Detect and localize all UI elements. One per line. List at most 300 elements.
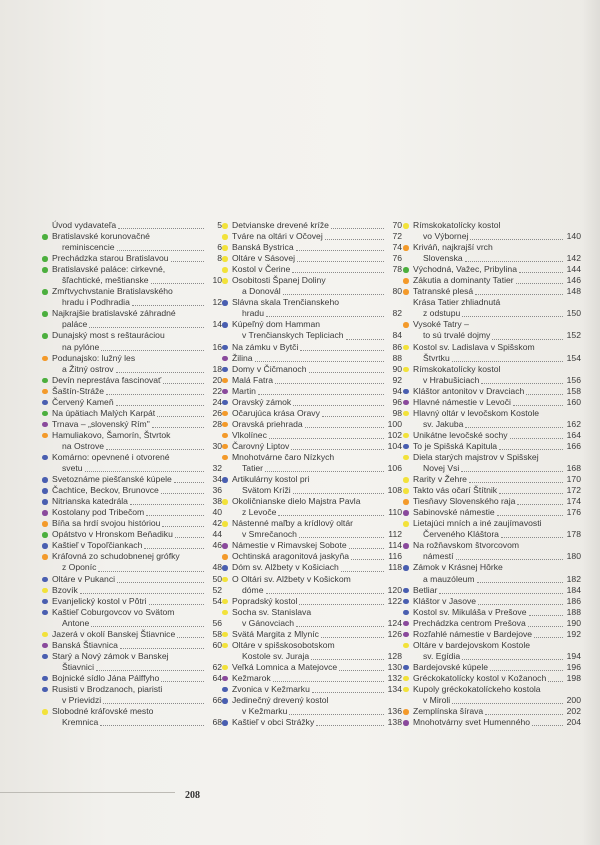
toc-entry-title: dóme xyxy=(242,584,264,595)
dot-leader xyxy=(291,449,384,450)
region-color-dot xyxy=(403,245,409,251)
dot-leader xyxy=(275,383,384,384)
toc-page-number: 52 xyxy=(212,584,222,595)
toc-entry xyxy=(413,618,581,629)
toc-entry xyxy=(232,408,402,419)
region-color-dot xyxy=(222,720,228,726)
toc-entry-title: Oravský zámok xyxy=(232,396,292,407)
toc-entry xyxy=(52,353,222,375)
region-color-dot xyxy=(222,322,228,328)
toc-entry-title: Svätom Kríži xyxy=(242,485,291,496)
dot-leader xyxy=(132,305,204,306)
toc-entry xyxy=(232,717,402,728)
toc-page-number: 130 xyxy=(387,661,402,672)
toc-page-number: 20 xyxy=(212,374,222,385)
region-color-dot xyxy=(42,356,48,362)
region-color-dot xyxy=(42,543,48,549)
toc-entry xyxy=(232,375,402,386)
toc-page-number: 202 xyxy=(566,706,581,717)
toc-page-number: 198 xyxy=(566,672,581,683)
region-color-dot xyxy=(42,588,48,594)
region-color-dot xyxy=(403,488,409,494)
toc-entry-title: reminiscencie xyxy=(62,242,115,253)
toc-entry-title: Bratislavské paláce: cirkevné, xyxy=(52,264,166,275)
toc-entry-title: šľachtické, meštianske xyxy=(62,275,149,286)
dot-leader xyxy=(171,261,204,262)
toc-entry-title: Vysoké Tatry – xyxy=(413,319,469,330)
region-color-dot xyxy=(222,521,228,527)
toc-entry-title: Novej Vsi xyxy=(423,463,460,474)
toc-entry xyxy=(52,529,222,540)
region-color-dot xyxy=(403,643,409,649)
toc-entry xyxy=(413,629,581,640)
toc-entry-title: Popradský kostol xyxy=(232,595,298,606)
region-color-dot xyxy=(403,588,409,594)
toc-entry-title: námestí xyxy=(423,551,454,562)
toc-entry-title: a Donovál xyxy=(242,286,281,297)
toc-entry xyxy=(232,231,402,242)
dot-leader xyxy=(311,659,384,660)
toc-entry-title: Kriváň, najkrajší vrch xyxy=(413,242,493,253)
dot-leader xyxy=(312,692,384,693)
toc-entry-title: z odstupu xyxy=(423,308,461,319)
dot-leader xyxy=(266,316,384,317)
toc-entry xyxy=(52,551,222,573)
toc-entry xyxy=(52,673,222,684)
toc-entry-title: Krása Tatier zhliadnutá xyxy=(413,297,501,308)
dot-leader xyxy=(325,239,384,240)
dot-leader xyxy=(149,604,204,605)
dot-leader xyxy=(497,515,563,516)
toc-entry-title: Zemplínska šírava xyxy=(413,706,484,717)
toc-page-number: 184 xyxy=(566,584,581,595)
toc-entry-title: Zákutia a dominanty Tatier xyxy=(413,275,514,286)
dot-leader xyxy=(470,239,563,240)
toc-page-number: 74 xyxy=(392,242,402,253)
dot-leader xyxy=(532,725,563,726)
toc-entry-title: v Kežmarku xyxy=(242,706,288,717)
toc-page-number: 166 xyxy=(566,440,581,451)
dot-leader xyxy=(492,339,563,340)
toc-entry-title: Opátstvo v Hronskom Beňadiku xyxy=(52,529,173,540)
region-color-dot xyxy=(222,389,228,395)
toc-page-number: 62 xyxy=(212,661,222,672)
toc-page-number: 56 xyxy=(212,617,222,628)
toc-page-number: 92 xyxy=(392,374,402,385)
toc-entry xyxy=(232,275,402,297)
region-color-dot xyxy=(42,477,48,483)
region-color-dot xyxy=(42,676,48,682)
dot-leader xyxy=(452,361,563,362)
toc-page-number: 116 xyxy=(388,551,402,562)
dot-leader xyxy=(481,383,563,384)
toc-entry-title: Červený Kameň xyxy=(52,396,114,407)
toc-page-number: 128 xyxy=(387,650,402,661)
toc-page-number: 16 xyxy=(212,341,222,352)
region-color-dot xyxy=(42,687,48,693)
dot-leader xyxy=(152,427,204,428)
toc-entry-title: Evanjelický kostol v Pôtri xyxy=(52,595,147,606)
dot-leader xyxy=(80,593,204,594)
toc-entry xyxy=(413,319,581,341)
toc-page-number: 14 xyxy=(212,319,222,330)
region-color-dot xyxy=(403,499,409,505)
toc-page-number: 180 xyxy=(566,551,581,562)
toc-entry-title: vo Výbornej xyxy=(423,231,469,242)
toc-page-number: 154 xyxy=(566,352,581,363)
toc-entry xyxy=(52,684,222,706)
toc-entry-title: Bzovík xyxy=(52,584,78,595)
toc-page-number: 60 xyxy=(212,639,222,650)
toc-page-number: 110 xyxy=(388,507,402,518)
toc-entry-title: Kežmarok xyxy=(232,672,271,683)
toc-page-number: 6 xyxy=(217,242,222,253)
region-color-dot xyxy=(403,709,409,715)
toc-entry xyxy=(232,574,402,596)
toc-entry xyxy=(52,518,222,529)
toc-entry-title: Najkrajšie bratislavské záhradné xyxy=(52,308,176,319)
region-color-dot xyxy=(403,289,409,295)
toc-entry-title: Kaštieľ v obci Strážky xyxy=(232,717,315,728)
toc-entry-title: Kláštor v Jasove xyxy=(413,595,477,606)
dot-leader xyxy=(526,394,563,395)
toc-entry-title: Ochtinská aragonitová jaskyňa xyxy=(232,551,350,562)
toc-page-number: 196 xyxy=(566,661,581,672)
toc-page-number: 140 xyxy=(566,231,581,242)
toc-entry xyxy=(52,574,222,585)
region-color-dot xyxy=(403,411,409,417)
toc-entry xyxy=(52,397,222,408)
toc-entry-title: Devín neprestáva fascinovať xyxy=(52,374,162,385)
toc-page-number: 190 xyxy=(566,617,581,628)
toc-page-number: 156 xyxy=(566,374,581,385)
toc-page-number: 178 xyxy=(566,529,581,540)
dot-leader xyxy=(299,537,384,538)
region-color-dot xyxy=(222,256,228,262)
dot-leader xyxy=(175,537,204,538)
toc-entry xyxy=(232,551,402,562)
toc-page-number: 84 xyxy=(392,330,402,341)
toc-page-number: 108 xyxy=(387,485,402,496)
toc-page-number: 40 xyxy=(212,507,222,518)
toc-entry-title: Oltáre v Sásovej xyxy=(232,253,296,264)
toc-entry-title: Červeného Kláštora xyxy=(423,529,499,540)
toc-page-number: 12 xyxy=(212,297,222,308)
region-color-dot xyxy=(222,345,228,351)
dot-leader xyxy=(534,637,563,638)
toc-entry xyxy=(413,286,581,297)
dot-leader xyxy=(456,559,563,560)
toc-page-number: 188 xyxy=(566,606,581,617)
toc-entry-title: Banská Štiavnica xyxy=(52,639,118,650)
region-color-dot xyxy=(403,621,409,627)
region-color-dot xyxy=(403,223,409,229)
toc-entry xyxy=(52,474,222,485)
dot-leader xyxy=(516,283,563,284)
region-color-dot xyxy=(42,599,48,605)
toc-entry xyxy=(52,308,222,330)
toc-entry xyxy=(52,507,222,518)
dot-leader xyxy=(452,703,563,704)
toc-entry xyxy=(413,441,581,452)
toc-entry xyxy=(232,353,402,364)
toc-entry-title: Lietajúci mních a iné zaujímavosti xyxy=(413,518,542,529)
toc-entry-title: a mauzóleum xyxy=(423,573,475,584)
toc-entry-title: Diela starých majstrov v Spišskej xyxy=(413,451,539,462)
toc-page-number: 162 xyxy=(566,418,581,429)
toc-entry xyxy=(52,430,222,452)
toc-page-number: 58 xyxy=(212,628,222,639)
toc-page-number: 54 xyxy=(212,595,222,606)
toc-page-number: 38 xyxy=(212,496,222,507)
dot-leader xyxy=(174,482,204,483)
dot-leader xyxy=(517,504,563,505)
toc-entry-title: Bíňa sa hrdí svojou históriou xyxy=(52,518,161,529)
toc-entry xyxy=(52,375,222,386)
toc-entry xyxy=(232,540,402,551)
toc-entry-title: Očarujúca krása Oravy xyxy=(232,407,320,418)
toc-page-number: 100 xyxy=(387,418,402,429)
toc-entry xyxy=(413,242,581,264)
dot-leader xyxy=(120,648,204,649)
dot-leader xyxy=(465,261,563,262)
toc-entry xyxy=(232,397,402,408)
toc-entry xyxy=(232,441,402,452)
region-color-dot xyxy=(403,565,409,571)
toc-entry-title: Detvianske drevené kríže xyxy=(232,220,329,230)
toc-entry-title: v Smrečanoch xyxy=(242,529,297,540)
toc-entry xyxy=(232,496,402,518)
toc-entry-title: Kúpeľný dom Hamman xyxy=(232,319,321,330)
toc-page-number: 8 xyxy=(217,253,222,264)
region-color-dot xyxy=(42,267,48,273)
toc-entry-title: to sú trvalé dojmy xyxy=(423,330,491,341)
toc-entry-title: Svätá Margita z Mlyníc xyxy=(232,628,319,639)
toc-page-number: 106 xyxy=(387,463,402,474)
region-color-dot xyxy=(403,278,409,284)
toc-entry-title: Kupoly gréckokatolíckeho kostola xyxy=(413,683,541,694)
toc-page-number: 18 xyxy=(212,363,222,374)
toc-entry xyxy=(232,364,402,375)
region-color-dot xyxy=(403,345,409,351)
toc-page-number: 168 xyxy=(566,463,581,474)
dot-leader xyxy=(293,493,384,494)
region-color-dot xyxy=(403,687,409,693)
toc-entry xyxy=(232,452,402,474)
toc-entry-title: Trnava – „slovenský Rím" xyxy=(52,418,150,429)
toc-entry xyxy=(52,496,222,507)
region-color-dot xyxy=(42,333,48,339)
toc-entry xyxy=(52,607,222,629)
toc-entry xyxy=(52,596,222,607)
toc-page-number: 78 xyxy=(392,264,402,275)
region-color-dot xyxy=(222,599,228,605)
region-color-dot xyxy=(222,676,228,682)
toc-entry xyxy=(52,419,222,430)
toc-page-number: 136 xyxy=(387,706,402,717)
toc-entry xyxy=(413,662,581,673)
toc-entry xyxy=(232,297,402,319)
toc-entry xyxy=(52,253,222,264)
toc-entry xyxy=(413,220,581,242)
toc-entry xyxy=(52,629,222,640)
toc-entry-title: Východná, Važec, Pribylina xyxy=(413,264,517,275)
dot-leader xyxy=(296,626,384,627)
region-color-dot xyxy=(403,433,409,439)
toc-page-number: 158 xyxy=(566,385,581,396)
toc-entry xyxy=(232,673,402,684)
toc-entry-title: na Ostrove xyxy=(62,440,105,451)
toc-page-number: 80 xyxy=(392,286,402,297)
toc-entry xyxy=(232,662,402,673)
toc-page-number: 76 xyxy=(392,253,402,264)
toc-entry xyxy=(413,408,581,430)
toc-entry-title: Rozľahlé námestie v Bardejove xyxy=(413,628,533,639)
toc-entry-title: Vlkolínec xyxy=(232,429,267,440)
region-color-dot xyxy=(42,433,48,439)
toc-page-number: 186 xyxy=(566,595,581,606)
toc-page-number: 192 xyxy=(566,628,581,639)
region-color-dot xyxy=(222,455,228,461)
region-color-dot xyxy=(222,267,228,273)
toc-page-number: 96 xyxy=(392,396,402,407)
toc-entry-title: Kaštieľ v Topoľčiankach xyxy=(52,540,143,551)
toc-page-number: 88 xyxy=(392,352,402,363)
toc-entry-title: Zmŕtvychvstanie Bratislavského xyxy=(52,286,173,297)
toc-entry-title: Oltáre v spišskosobotskom xyxy=(232,639,335,650)
dot-leader xyxy=(529,615,563,616)
toc-page-number: 104 xyxy=(387,440,402,451)
toc-entry-title: z Oponíc xyxy=(62,562,97,573)
toc-entry-title: sv. Egídia xyxy=(423,650,461,661)
toc-entry-title: Osobitosti Španej Doliny xyxy=(232,275,326,286)
dot-leader xyxy=(548,681,563,682)
toc-column-3 xyxy=(413,220,581,728)
toc-entry-title: Veľká Lomnica a Matejovce xyxy=(232,661,338,672)
toc-entry-title: Čarovný Liptov xyxy=(232,440,290,451)
toc-entry-title: v Trenčianskych Tepliciach xyxy=(242,330,344,341)
region-color-dot xyxy=(42,400,48,406)
dot-leader xyxy=(98,571,204,572)
toc-page-number: 94 xyxy=(392,385,402,396)
region-color-dot xyxy=(42,289,48,295)
toc-entry-title: z Levoče xyxy=(242,507,277,518)
dot-leader xyxy=(296,250,384,251)
toc-entry xyxy=(52,264,222,286)
toc-entry-title: Oravská priehrada xyxy=(232,418,303,429)
toc-entry xyxy=(232,518,402,540)
toc-page-number: 46 xyxy=(212,540,222,551)
dot-leader xyxy=(528,626,563,627)
region-color-dot xyxy=(222,643,228,649)
toc-entry-title: Slávna skala Trenčianskeho xyxy=(232,297,340,308)
toc-page-number: 30 xyxy=(212,440,222,451)
dot-leader xyxy=(300,350,384,351)
toc-entry-title: Banská Bystrica xyxy=(232,242,294,253)
region-color-dot xyxy=(42,654,48,660)
region-color-dot xyxy=(222,367,228,373)
toc-entry-title: Gréckokatolícky kostol v Kožanoch xyxy=(413,672,547,683)
toc-page-number: 22 xyxy=(212,385,222,396)
toc-entry xyxy=(413,706,581,717)
toc-page-number: 160 xyxy=(566,396,581,407)
region-color-dot xyxy=(222,554,228,560)
region-color-dot xyxy=(403,477,409,483)
toc-entry xyxy=(52,651,222,673)
dot-leader xyxy=(510,438,563,439)
dot-leader xyxy=(293,405,384,406)
dot-leader xyxy=(116,405,204,406)
toc-entry-title: Tatranské plesá xyxy=(413,286,474,297)
toc-entry-title: Hlavný oltár v levočskom Kostole xyxy=(413,407,540,418)
toc-entry xyxy=(232,430,402,441)
toc-entry xyxy=(413,430,581,441)
toc-page-number: 24 xyxy=(212,396,222,407)
region-color-dot xyxy=(403,521,409,527)
toc-entry xyxy=(232,562,402,573)
dot-leader xyxy=(309,372,385,373)
region-color-dot xyxy=(42,499,48,505)
dot-leader xyxy=(89,327,204,328)
toc-entry xyxy=(52,485,222,496)
region-color-dot xyxy=(403,300,409,306)
toc-page-number: 174 xyxy=(566,496,581,507)
toc-page-number: 32 xyxy=(212,463,222,474)
toc-entry-title: a Žitný ostrov xyxy=(62,363,114,374)
toc-entry xyxy=(413,275,581,286)
dot-leader xyxy=(283,294,384,295)
toc-entry xyxy=(52,585,222,596)
region-color-dot xyxy=(222,245,228,251)
toc-page-number: 194 xyxy=(566,650,581,661)
toc-entry-title: Podunajsko: lužný les xyxy=(52,352,136,363)
toc-page-number: 42 xyxy=(212,518,222,529)
dot-leader xyxy=(258,394,384,395)
toc-entry-title: Na zámku v Bytči xyxy=(232,341,299,352)
dot-leader xyxy=(106,394,204,395)
dot-leader xyxy=(117,250,204,251)
region-color-dot xyxy=(403,720,409,726)
dot-leader xyxy=(499,493,563,494)
region-color-dot xyxy=(42,532,48,538)
toc-entry-title: Čachtice, Beckov, Brunovce xyxy=(52,485,159,496)
page-number: 208 xyxy=(185,790,200,801)
toc-entry-title: Komárno: opevnené i otvorené xyxy=(52,451,170,462)
dot-leader xyxy=(461,471,563,472)
toc-entry-title: Jazerá v okolí Banskej Štiavnice xyxy=(52,628,176,639)
toc-page-number: 148 xyxy=(566,286,581,297)
toc-page-number: 182 xyxy=(566,573,581,584)
toc-entry xyxy=(52,386,222,397)
toc-entry xyxy=(232,695,402,717)
toc-entry xyxy=(413,673,581,684)
toc-entry xyxy=(52,452,222,474)
toc-entry-title: Oltáre v Pukanci xyxy=(52,573,116,584)
toc-entry xyxy=(413,585,581,596)
dot-leader xyxy=(177,637,204,638)
toc-entry-title: Nitrianska katedrála xyxy=(52,496,128,507)
dot-leader xyxy=(462,659,563,660)
toc-entry-title: Antone xyxy=(62,617,90,628)
dot-leader xyxy=(117,582,204,583)
toc-entry xyxy=(232,629,402,640)
dot-leader xyxy=(321,637,384,638)
toc-entry-title: Dóm sv. Alžbety v Košiciach xyxy=(232,562,339,573)
toc-page-number: 172 xyxy=(566,485,581,496)
toc-entry xyxy=(232,342,402,353)
toc-entry-title: Na rožňavskom štvorcovom xyxy=(413,540,520,551)
toc-entry-title: Hlavné námestie v Levoči xyxy=(413,396,511,407)
